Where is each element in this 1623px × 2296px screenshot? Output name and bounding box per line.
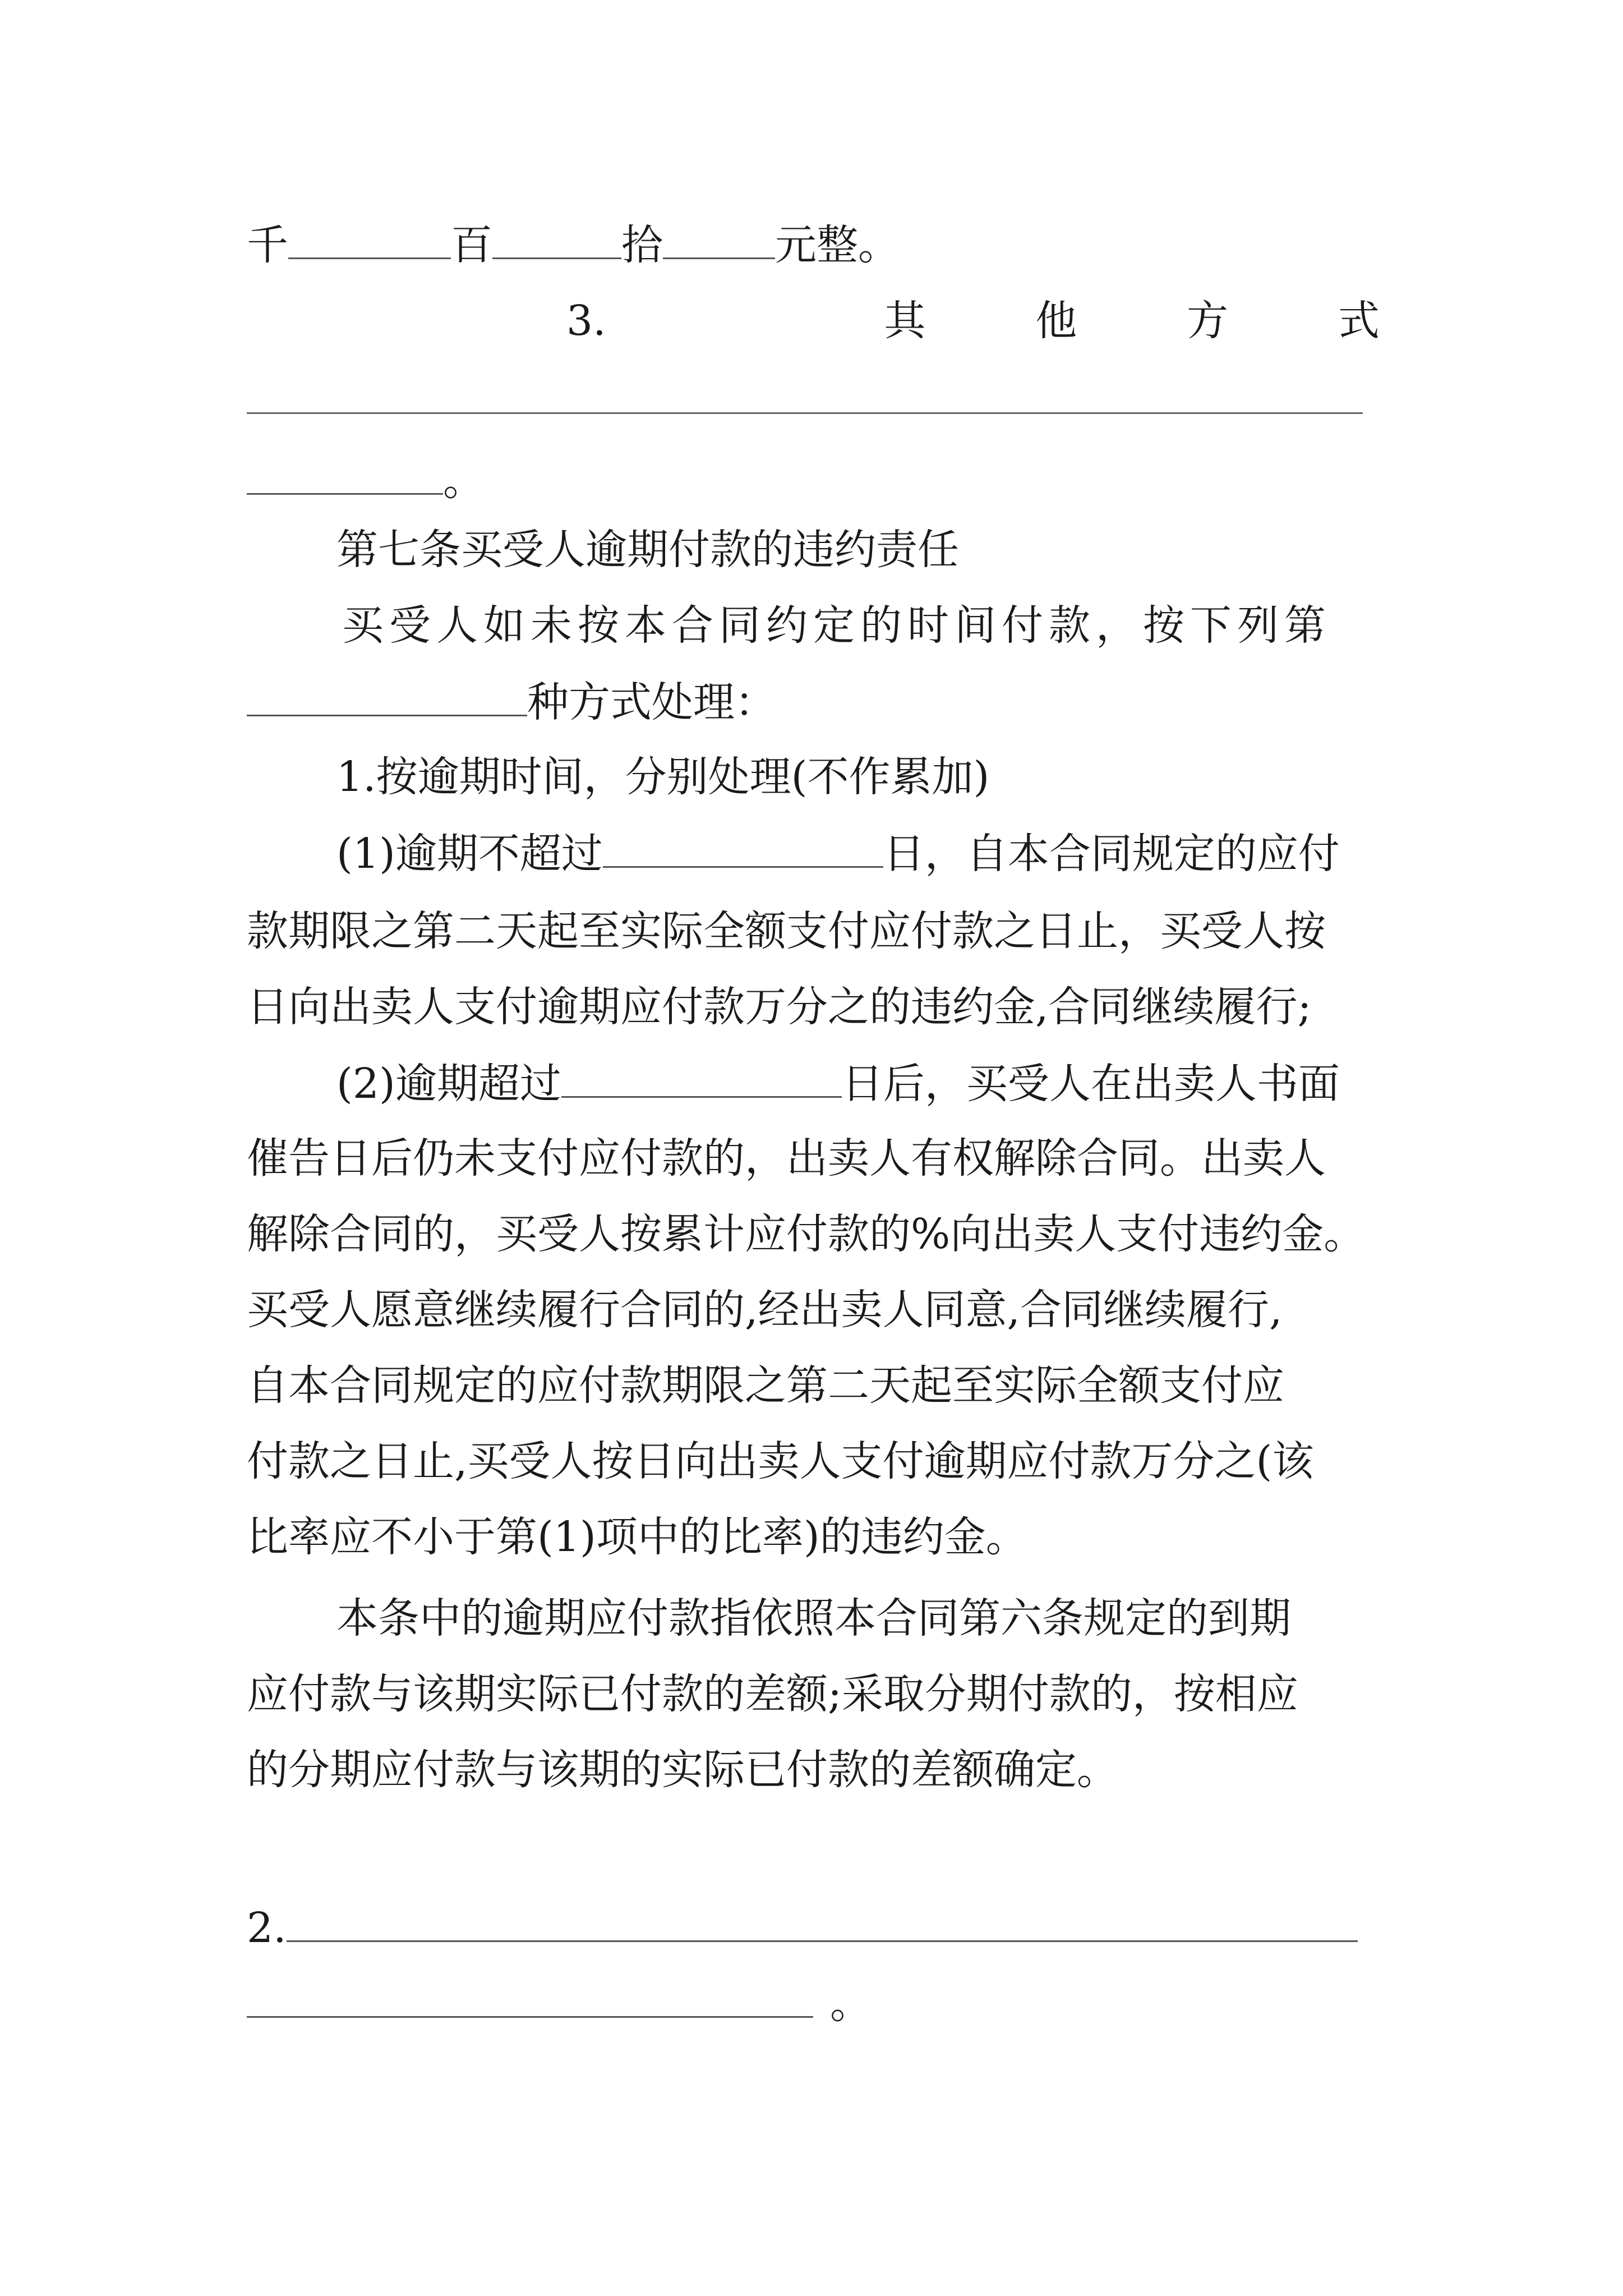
item-1-2-tail: 日后，买受人在出卖人书面 — [841, 1060, 1340, 1108]
item-1-2-line-2: 催告日后仍未支付应付款的，出卖人有权解除合同。出卖人 — [247, 1134, 1326, 1182]
method-choice-blank — [247, 673, 527, 716]
item-1-2-line-5: 自本合同规定的应付款期限之第二天起至实际全额支付应 — [247, 1361, 1284, 1410]
item-1-2-line-4: 买受人愿意继续履行合同的,经出卖人同意,合同继续履行, — [247, 1286, 1283, 1334]
note-line-1: 本条中的逾期应付款指依照本合同第六条规定的到期 — [336, 1594, 1291, 1642]
note-line-3: 的分期应付款与该期的实际已付款的差额确定。 — [247, 1746, 1118, 1794]
other-method-line-end — [247, 452, 1380, 509]
item-2-blank-2 — [247, 1975, 813, 2018]
item-2-blank-1 — [287, 1899, 1358, 1942]
overdue-days-blank-2 — [561, 1055, 842, 1098]
item-2-line-2 — [247, 1975, 1380, 2032]
article-7-heading: 第七条买受人逾期付款的违约责任 — [336, 526, 959, 574]
unit-shi: 拾 — [621, 221, 663, 269]
blank-shi — [663, 216, 775, 259]
overdue-days-blank-1 — [603, 825, 883, 868]
line-end-period: 。 — [443, 457, 485, 505]
item-2-line-1 — [247, 1899, 1380, 1956]
item-2-end-period: 。 — [830, 1980, 872, 2028]
item-1-2-line-7: 比率应不小于第(1)项中的比率)的违约金。 — [247, 1513, 1027, 1561]
blank-qian — [288, 216, 451, 259]
item-1-1-line-1 — [336, 825, 1469, 882]
note-line-2: 应付款与该期实际已付款的差额;采取分期付款的，按相应 — [247, 1670, 1298, 1718]
other-method-line — [566, 293, 1380, 349]
item-1-2-line-1 — [336, 1055, 1469, 1112]
unit-qian: 千 — [247, 221, 288, 269]
unit-yuan: 元整。 — [775, 221, 900, 269]
unit-bai: 百 — [451, 221, 492, 269]
item-1-title: 1.按逾期时间，分别处理(不作累加) — [336, 753, 990, 801]
item-1-2-head: (2)逾期超过 — [336, 1060, 561, 1108]
article-7-intro-line-2 — [247, 673, 1380, 730]
blank-bai — [492, 216, 621, 259]
other-method-blank-1 — [247, 412, 1363, 414]
item-2-number: 2. — [247, 1904, 287, 1952]
char-fang: 方 — [1187, 297, 1229, 345]
item-1-1-head: (1)逾期不超过 — [336, 830, 603, 878]
char-shi: 式 — [1338, 297, 1380, 345]
char-qi: 其 — [884, 297, 926, 345]
item-1-2-line-3: 解除合同的，买受人按累计应付款的%向出卖人支付违约金。 — [247, 1210, 1366, 1258]
article-7-intro-line-1: 买受人如未按本合同约定的时间付款，按下列第 — [342, 601, 1331, 650]
item-1-2-line-6: 付款之日止,买受人按日向出卖人支付逾期应付款万分之(该 — [247, 1437, 1314, 1485]
item-1-1-tail: 日，自本合同规定的应付 — [883, 830, 1340, 878]
item-1-1-line-3: 日向出卖人支付逾期应付款万分之的违约金,合同继续履行; — [247, 983, 1312, 1031]
other-method-blank-2 — [247, 452, 443, 495]
char-ta: 他 — [1035, 297, 1077, 345]
method-choice-tail: 种方式处理： — [527, 678, 776, 726]
item-number-3: 3. — [566, 297, 606, 345]
amount-line — [247, 216, 1380, 273]
item-1-1-line-2: 款期限之第二天起至实际全额支付应付款之日止，买受人按 — [247, 907, 1326, 955]
